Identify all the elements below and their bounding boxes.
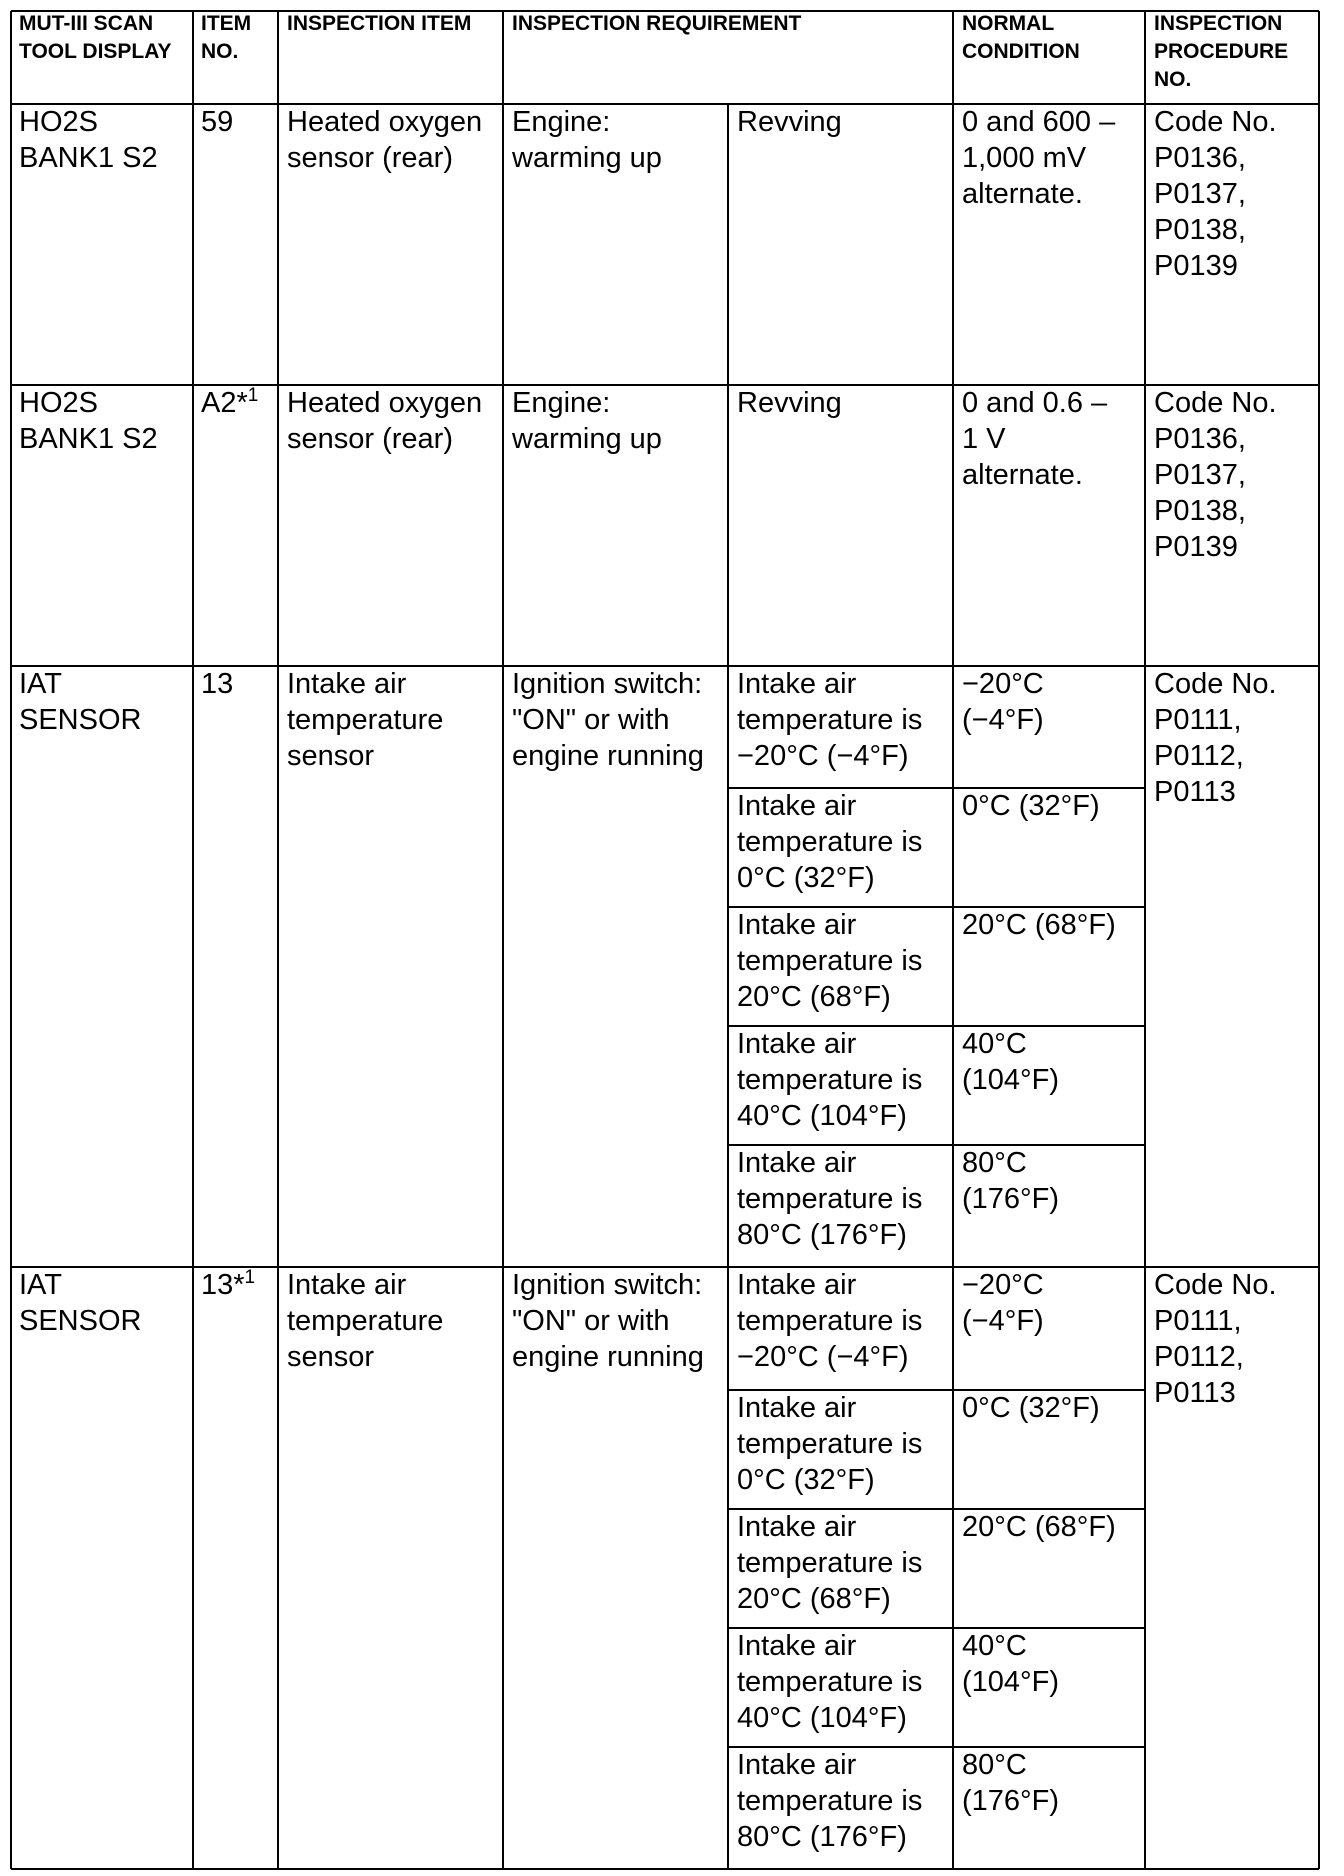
row-4-sub-5-requirement-detail: Intake air temperature is 80°C (176°F) [737, 1749, 923, 1853]
row-3-requirement: Ignition switch: "ON" or with engine running [512, 668, 704, 772]
row-4-sub-4-requirement-detail: Intake air temperature is 40°C (104°F) [737, 1630, 923, 1734]
row-1-item-no-text: 59 [201, 106, 234, 138]
header-inspection-procedure: INSPECTION PROCEDURE NO. [1154, 12, 1289, 91]
header-inspection-requirement: INSPECTION REQUIREMENT [512, 12, 802, 35]
row-2-normal-condition: 0 and 0.6 – 1 V alternate. [962, 387, 1108, 491]
row-3-display: IAT SENSOR [19, 668, 142, 736]
header-item-no: ITEM NO. [201, 12, 252, 63]
row-1-requirement-detail: Revving [737, 106, 842, 138]
row-4-sub-1-normal-condition: −20°C (−4°F) [962, 1269, 1044, 1337]
row-4-inspection-item: Intake air temperature sensor [287, 1269, 444, 1373]
row-4-sub-2-normal-condition: 0°C (32°F) [962, 1392, 1100, 1424]
row-3-sub-4-normal-condition: 40°C (104°F) [962, 1028, 1060, 1096]
row-3-sub-5-normal-condition: 80°C (176°F) [962, 1147, 1060, 1215]
row-3-procedure: Code No. P0111, P0112, P0113 [1154, 668, 1277, 808]
row-1-normal-condition: 0 and 600 – 1,000 mV alternate. [962, 106, 1116, 210]
header-normal-condition: NORMAL CONDITION [962, 12, 1080, 63]
row-2-requirement-detail: Revving [737, 387, 842, 419]
header-inspection-item: INSPECTION ITEM [287, 12, 472, 35]
row-4-display: IAT SENSOR [19, 1269, 142, 1337]
row-4-requirement: Ignition switch: "ON" or with engine running [512, 1269, 704, 1373]
row-3-sub-3-normal-condition: 20°C (68°F) [962, 909, 1116, 941]
row-2-procedure: Code No. P0136, P0137, P0138, P0139 [1154, 387, 1277, 563]
row-2-item-no-text: A2* [201, 387, 248, 419]
row-4-sub-1-requirement-detail: Intake air temperature is −20°C (−4°F) [737, 1269, 923, 1373]
row-2-requirement: Engine: warming up [512, 387, 662, 455]
row-2-item-no [201, 385, 258, 421]
row-3-sub-2-requirement-detail: Intake air temperature is 0°C (32°F) [737, 790, 923, 894]
row-3-item-no [201, 666, 233, 702]
row-3-sub-5-requirement-detail: Intake air temperature is 80°C (176°F) [737, 1147, 923, 1251]
row-3-item-no-text: 13 [201, 668, 234, 700]
row-4-item-no-sup: 1 [244, 1267, 256, 1288]
row-3-sub-3-requirement-detail: Intake air temperature is 20°C (68°F) [737, 909, 923, 1013]
row-1-requirement: Engine: warming up [512, 106, 662, 174]
row-1-procedure: Code No. P0136, P0137, P0138, P0139 [1154, 106, 1277, 282]
row-4-item-no-text: 13* [201, 1269, 245, 1301]
row-2-inspection-item: Heated oxygen sensor (rear) [287, 387, 483, 455]
row-4-sub-2-requirement-detail: Intake air temperature is 0°C (32°F) [737, 1392, 923, 1496]
row-4-sub-3-requirement-detail: Intake air temperature is 20°C (68°F) [737, 1511, 923, 1615]
row-3-inspection-item: Intake air temperature sensor [287, 668, 444, 772]
row-1-display: HO2S BANK1 S2 [19, 106, 158, 174]
row-4-procedure: Code No. P0111, P0112, P0113 [1154, 1269, 1277, 1409]
row-3-sub-2-normal-condition: 0°C (32°F) [962, 790, 1100, 822]
header-scan-tool-display: MUT-III SCAN TOOL DISPLAY [19, 12, 172, 63]
row-2-display: HO2S BANK1 S2 [19, 387, 158, 455]
row-2-item-no-sup: 1 [247, 385, 259, 406]
row-4-sub-3-normal-condition: 20°C (68°F) [962, 1511, 1116, 1543]
row-4-item-no [201, 1267, 255, 1303]
row-1-inspection-item: Heated oxygen sensor (rear) [287, 106, 483, 174]
row-4-sub-5-normal-condition: 80°C (176°F) [962, 1749, 1060, 1817]
row-1-item-no [201, 104, 233, 140]
row-3-sub-1-normal-condition: −20°C (−4°F) [962, 668, 1044, 736]
row-4-sub-4-normal-condition: 40°C (104°F) [962, 1630, 1060, 1698]
row-3-sub-1-requirement-detail: Intake air temperature is −20°C (−4°F) [737, 668, 923, 772]
row-3-sub-4-requirement-detail: Intake air temperature is 40°C (104°F) [737, 1028, 923, 1132]
